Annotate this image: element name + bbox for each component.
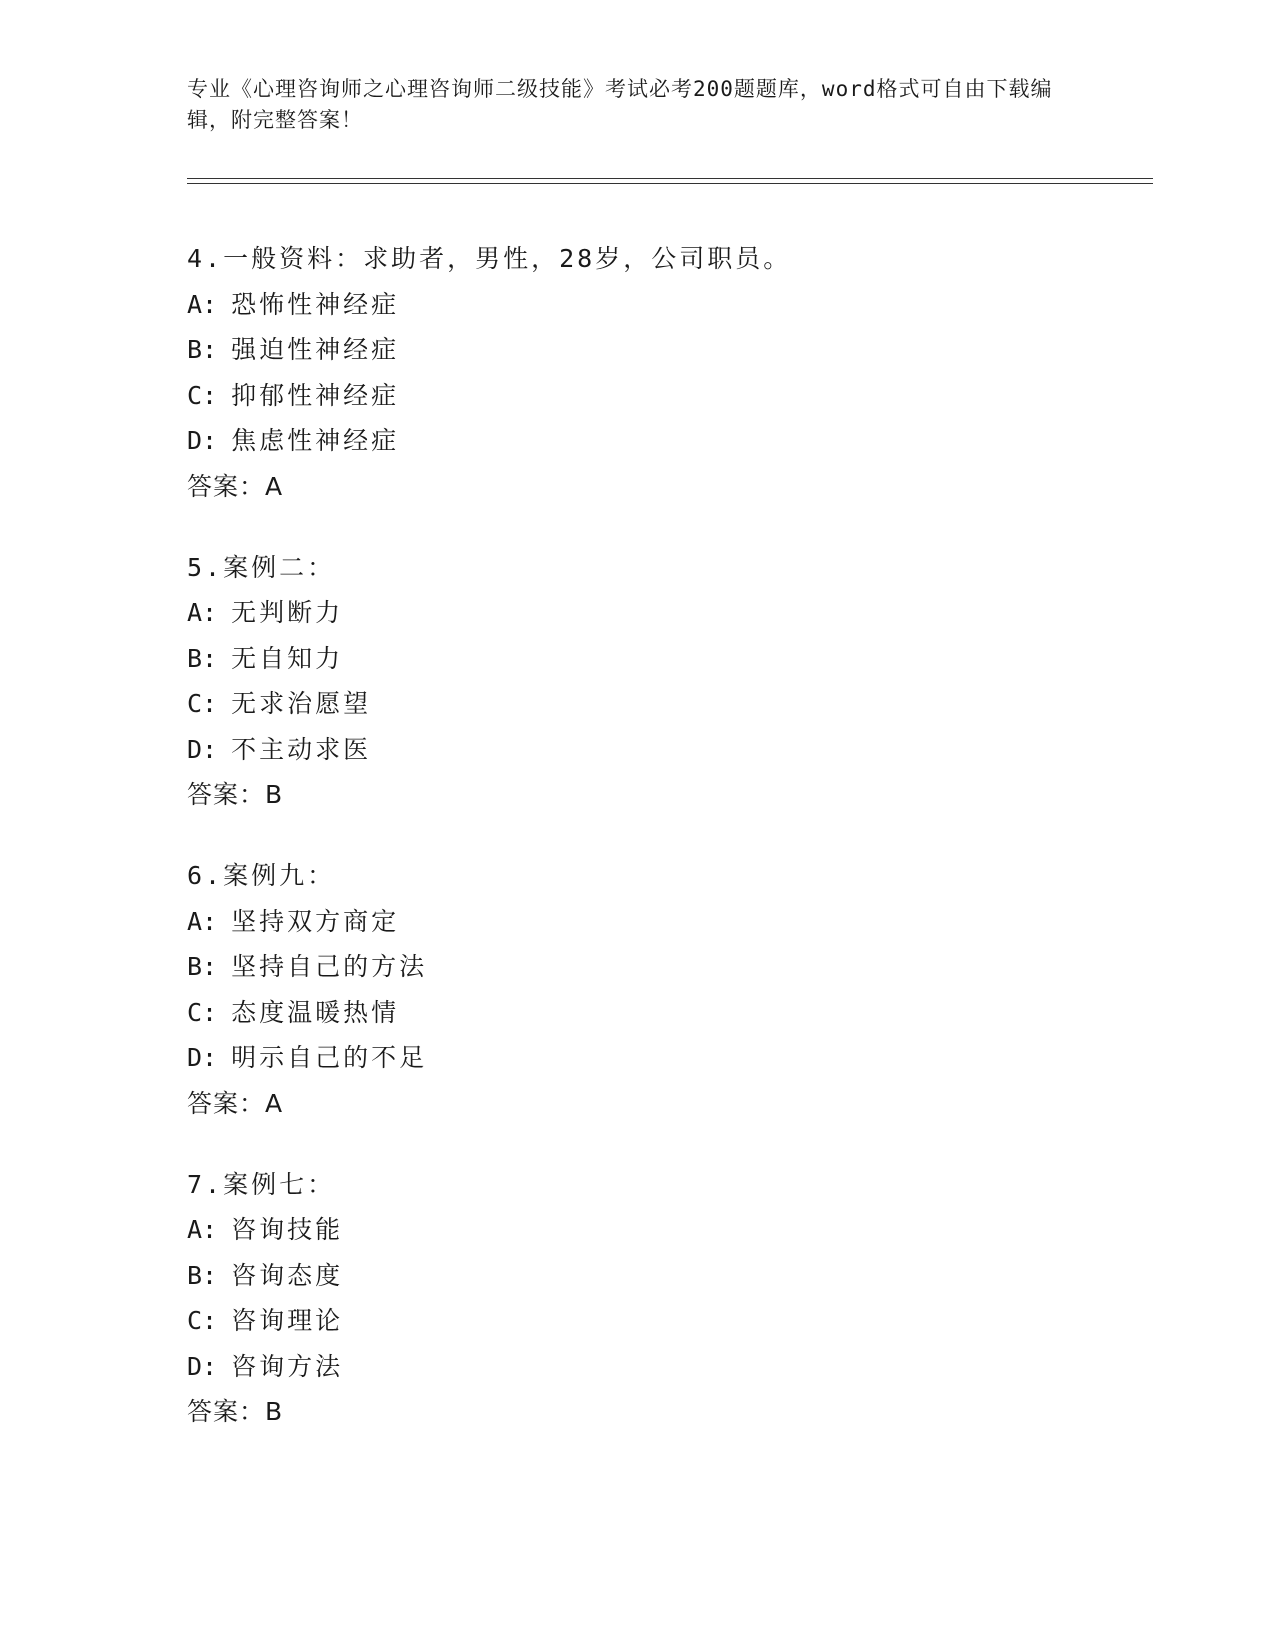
option-text: 抑郁性神经症 [231,380,400,410]
question-5 [187,545,1147,819]
option-text: 坚持双方商定 [231,906,400,936]
option-prefix: C: [187,1306,218,1335]
option-b [187,636,1147,682]
option-prefix: D: [187,734,218,764]
option-prefix: D: [187,1043,218,1072]
question-7 [187,1162,1147,1436]
option-a [187,899,1147,945]
answer-line: 答案：B [187,1397,284,1426]
option-text: 咨询方法 [231,1351,344,1381]
option-text: 无自知力 [231,643,344,673]
option-text: 咨询理论 [231,1306,344,1335]
option-text: 不主动求医 [231,734,372,764]
option-d [187,727,1147,773]
option-text: 无判断力 [231,598,344,627]
option-text: 坚持自己的方法 [231,952,428,981]
option-d [187,1344,1147,1390]
question-stem: 6.案例九： [187,861,336,890]
document-intro: 专业《心理咨询师之心理咨询师二级技能》考试必考200题题库，word格式可自由下载编辑，附完整答案！ [187,77,1053,132]
answer-line: 答案：A [187,1088,284,1118]
question-stem: 5.案例二： [187,552,336,582]
option-b [187,944,1147,990]
option-prefix: A: [187,906,218,936]
question-6 [187,853,1147,1127]
option-prefix: A: [187,1215,218,1244]
option-prefix: C: [187,997,218,1027]
option-text: 咨询态度 [231,1260,344,1290]
question-stem: 7.案例七： [187,1169,336,1199]
option-prefix: B: [187,1260,218,1290]
option-prefix: C: [187,380,218,410]
option-prefix: B: [187,643,218,673]
option-text: 态度温暖热情 [231,997,400,1027]
option-a [187,282,1147,328]
option-prefix: D: [187,1351,218,1381]
option-c [187,373,1147,419]
option-c [187,681,1147,727]
question-4 [187,236,1147,510]
option-text: 明示自己的不足 [231,1043,428,1072]
option-prefix: B: [187,952,218,981]
option-prefix: D: [187,426,218,455]
option-text: 恐怖性神经症 [231,289,400,319]
option-b [187,1253,1147,1299]
option-c [187,990,1147,1036]
option-d [187,418,1147,464]
header-divider [187,178,1153,184]
option-prefix: B: [187,335,218,364]
option-text: 咨询技能 [231,1215,344,1244]
answer-line: 答案：A [187,471,284,501]
option-c [187,1298,1147,1344]
option-prefix: C: [187,689,218,718]
question-list [187,236,1147,1470]
question-stem: 4.一般资料：求助者，男性，28岁，公司职员。 [187,244,792,273]
option-text: 强迫性神经症 [231,335,400,364]
option-a [187,590,1147,636]
option-text: 无求治愿望 [231,689,372,718]
option-b [187,327,1147,373]
option-text: 焦虑性神经症 [231,426,400,455]
option-prefix: A: [187,598,218,627]
option-prefix: A: [187,289,218,319]
option-a [187,1207,1147,1253]
option-d [187,1035,1147,1081]
answer-line: 答案：B [187,780,284,809]
